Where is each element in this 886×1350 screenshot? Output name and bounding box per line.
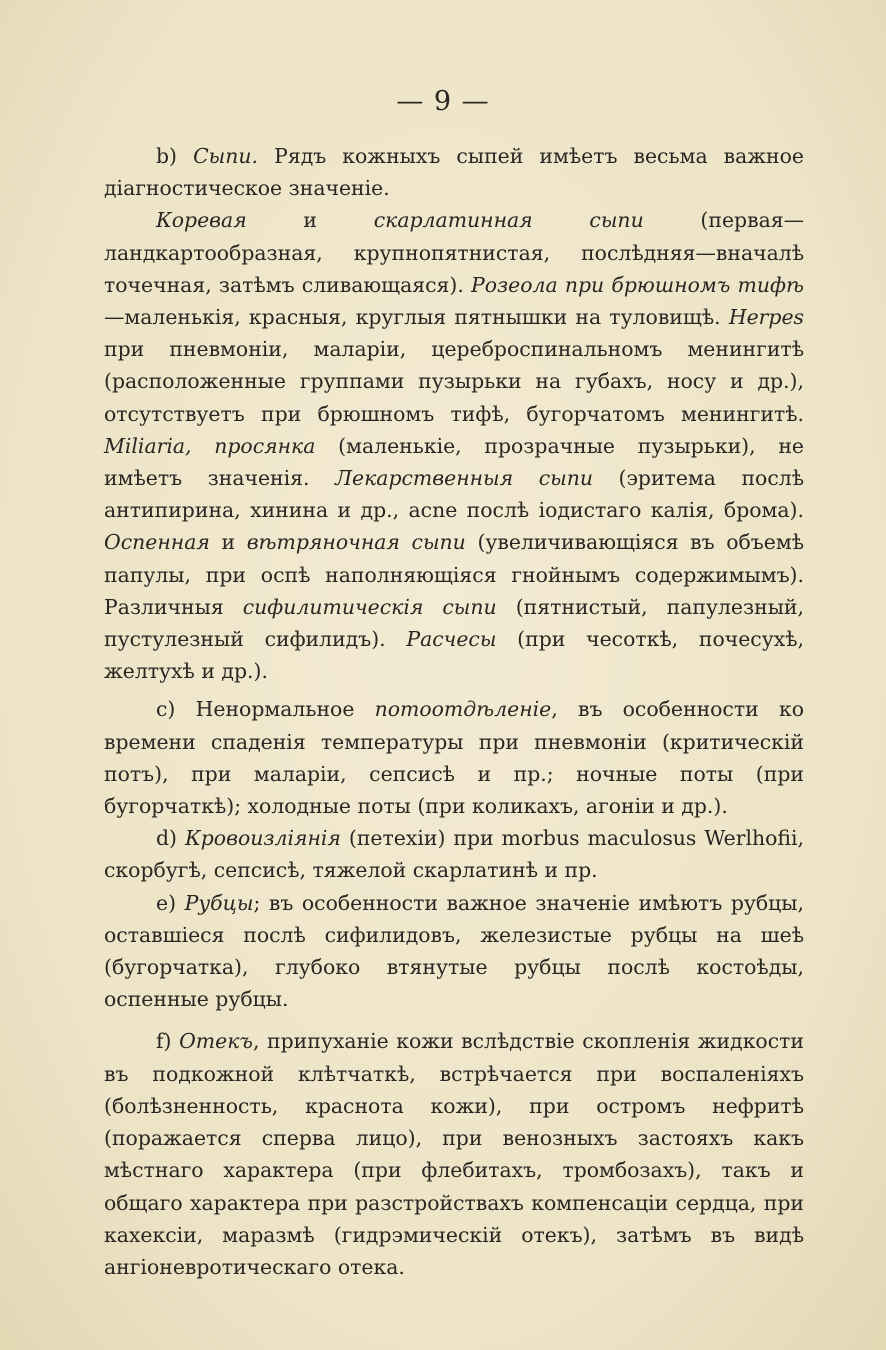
text-run: ; въ особенности важное значеніе имѣютъ рубцы, оставшіеся послѣ сифилидовъ, железистые рубцы на шеѣ (бугорчатка), глубоко втянутые рубцы послѣ костоѣды, оспенные рубцы. (104, 890, 804, 1012)
text-run: f) (156, 1029, 180, 1054)
italic-term: Miliaria, просянка (104, 433, 316, 458)
italic-term: Коревая (156, 208, 247, 233)
text-run: (увеличивающіяся въ объемѣ папулы, при оспѣ наполняющіяся гнойнымъ содержимымъ). Различныя (104, 530, 804, 619)
paragraph-rash-types (104, 204, 804, 687)
italic-term: вѣтряночная сыпи (246, 530, 466, 555)
text-run: (пятнистый, папулезный, пустулезный сифилидъ). (104, 594, 805, 652)
page-number: — 9 — (396, 86, 490, 117)
italic-term: Сыпи. (193, 144, 259, 168)
italic-term: Кровоизліянія (184, 826, 341, 851)
text-run: d) (156, 826, 185, 851)
paragraph-e-scars (104, 887, 804, 1016)
text-run: —маленькія, красныя, круглыя пятнышки на туловищѣ. (104, 305, 729, 330)
italic-term: Лекарственныя сыпи (335, 466, 593, 491)
text-run: (петехіи) при morbus maculosus Werlhofii, скорбугѣ, сепсисѣ, тяжелой скарлатинѣ и пр. (104, 826, 804, 883)
text-run: Рядъ кожныхъ сыпей имѣетъ весьма важное діагностическое значеніе. (104, 144, 804, 201)
text-run: при пневмоніи, маларіи, цереброспинальномъ менингитѣ (расположенные группами пузырьки на губахъ, носу и др.), отсутствуетъ при брюшномъ тифѣ, бугорчатомъ менингитѣ. (104, 337, 804, 426)
text-run: c) Ненормальное (156, 697, 375, 722)
text-run: (при чесоткѣ, почесухѣ, желтухѣ и др.). (104, 627, 804, 684)
text-run: e) (156, 890, 185, 915)
italic-term: Розеола при брюшномъ тифѣ (471, 272, 804, 297)
italic-term: Оспенная (104, 530, 210, 555)
italic-term: Расчесы (406, 627, 497, 652)
italic-term: Отекъ (179, 1029, 253, 1054)
italic-term: потоотдѣленіе (374, 697, 552, 722)
text-run: (маленькіе, прозрачные пузырьки), не имѣетъ значенія. (104, 433, 804, 491)
paragraph-b-rashes (104, 140, 804, 204)
text-run: и (246, 208, 374, 233)
italic-term: Рубцы (184, 890, 254, 915)
text-run: , припуханіе кожи вслѣдствіе скопленія жидкости въ подкожной клѣтчаткѣ, встрѣчается при воспаленіяхъ (болѣзненность, краснота кожи), при остромъ нефритѣ (поражается сперва лицо), при венозныхъ застояхъ какъ мѣстнаго характера (при флебитахъ, тромбозахъ), такъ и общаго характера при разстройствахъ компенсаціи сердца, при кахексіи, маразмѣ (гидрэмическій отекъ), затѣмъ въ видѣ ангіоневротическаго отека. (104, 1029, 805, 1279)
paragraph-c-sweating (104, 693, 804, 822)
paragraph-f-edema (104, 1025, 804, 1283)
italic-term: скарлатинная сыпи (373, 208, 644, 233)
text-run: и (209, 530, 247, 555)
body-text (104, 140, 804, 1283)
italic-term: Herpes (728, 305, 804, 330)
paragraph-d-hemorrhages (104, 822, 804, 886)
text-run: b) (156, 144, 194, 168)
italic-term: сифилитическія сыпи (242, 594, 497, 619)
text-run: (первая—ландкартообразная, крупнопятнистая, послѣдняя—вначалѣ точечная, затѣмъ сливающаяся). (104, 208, 804, 297)
text-run: (эритема послѣ антипирина, хинина и др., acne послѣ іодистаго калія, брома). (104, 466, 805, 523)
text-run: , въ особенности ко времени спаденія температуры при пневмоніи (критическій потъ), при маларіи, сепсисѣ и пр.; ночные поты (при бугорчаткѣ); холодные поты (при коликахъ, агоніи и др.). (104, 697, 804, 819)
